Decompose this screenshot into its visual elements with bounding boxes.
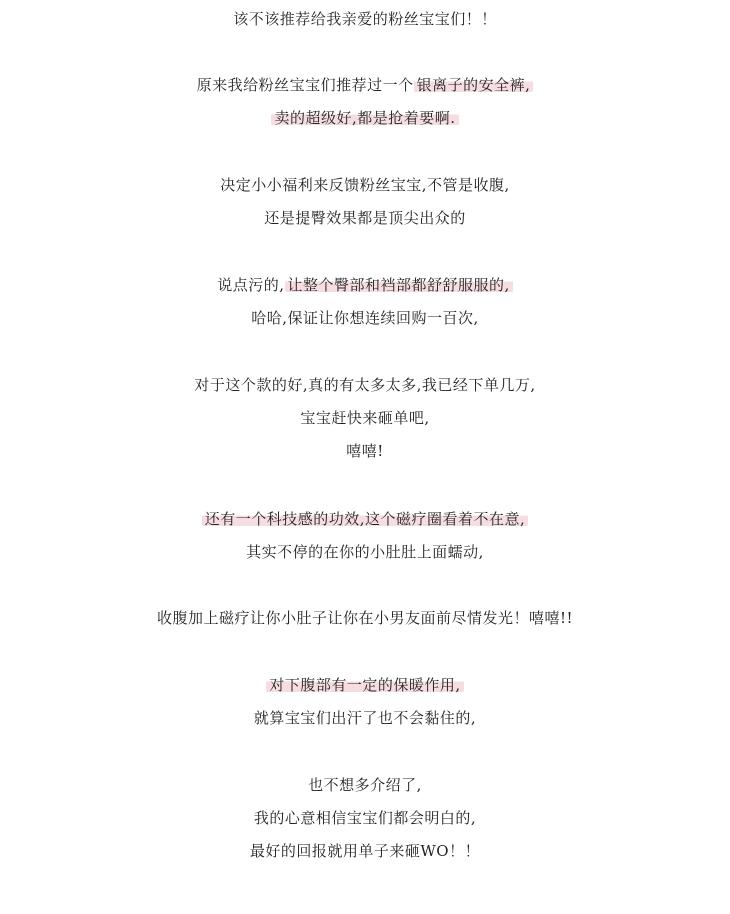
text-segment: 原来我给粉丝宝宝们推荐过一个 xyxy=(196,76,414,94)
highlighted-text: 让整个臀部和裆部都舒舒服服的, xyxy=(285,276,513,294)
text-segment: 哈哈,保证让你想连续回购一百次, xyxy=(251,309,479,327)
text-line xyxy=(0,440,730,462)
text-segment: 最好的回报就用单子来砸WO！！ xyxy=(249,842,481,860)
text-segment: 说点污的, xyxy=(217,276,285,294)
highlighted-text: 卖的超级好,都是抢着要啊. xyxy=(271,109,458,127)
highlighted-text: 对下腹部有一定的保暖作用, xyxy=(266,676,463,694)
text-segment: 决定小小福利来反馈粉丝宝宝,不管是收腹, xyxy=(220,176,510,194)
text-line xyxy=(0,807,730,829)
text-line xyxy=(0,840,730,862)
text-line xyxy=(0,707,730,729)
text-segment: 宝宝赶快来砸单吧, xyxy=(300,409,430,427)
text-line xyxy=(0,607,730,629)
text-line xyxy=(0,774,730,796)
text-line xyxy=(0,207,730,229)
text-line xyxy=(0,8,730,30)
text-line xyxy=(0,674,730,696)
text-segment: 其实不停的在你的小肚肚上面蠕动, xyxy=(246,543,484,561)
text-segment: 收腹加上磁疗让你小肚子让你在小男友面前尽情发光！嘻嘻!! xyxy=(156,609,574,627)
text-segment: 就算宝宝们出汗了也不会黏住的, xyxy=(253,709,477,727)
text-line xyxy=(0,541,730,563)
text-segment: 嘻嘻! xyxy=(346,442,384,460)
text-line xyxy=(0,407,730,429)
text-line xyxy=(0,107,730,129)
text-line xyxy=(0,307,730,329)
text-line xyxy=(0,74,730,96)
text-line xyxy=(0,274,730,296)
highlighted-text: 还有一个科技感的功效,这个磁疗圈看着不在意, xyxy=(202,510,529,528)
text-line xyxy=(0,508,730,530)
text-segment: 也不想多介绍了, xyxy=(308,776,422,794)
text-segment: 对于这个款的好,真的有太多太多,我已经下单几万, xyxy=(194,376,536,394)
text-segment: 我的心意相信宝宝们都会明白的, xyxy=(253,809,477,827)
text-segment: 还是提臀效果都是顶尖出众的 xyxy=(264,209,466,227)
text-segment: 该不该推荐给我亲爱的粉丝宝宝们！！ xyxy=(233,10,497,28)
text-line xyxy=(0,174,730,196)
text-line xyxy=(0,374,730,396)
highlighted-text: 银离子的安全裤, xyxy=(414,76,534,94)
